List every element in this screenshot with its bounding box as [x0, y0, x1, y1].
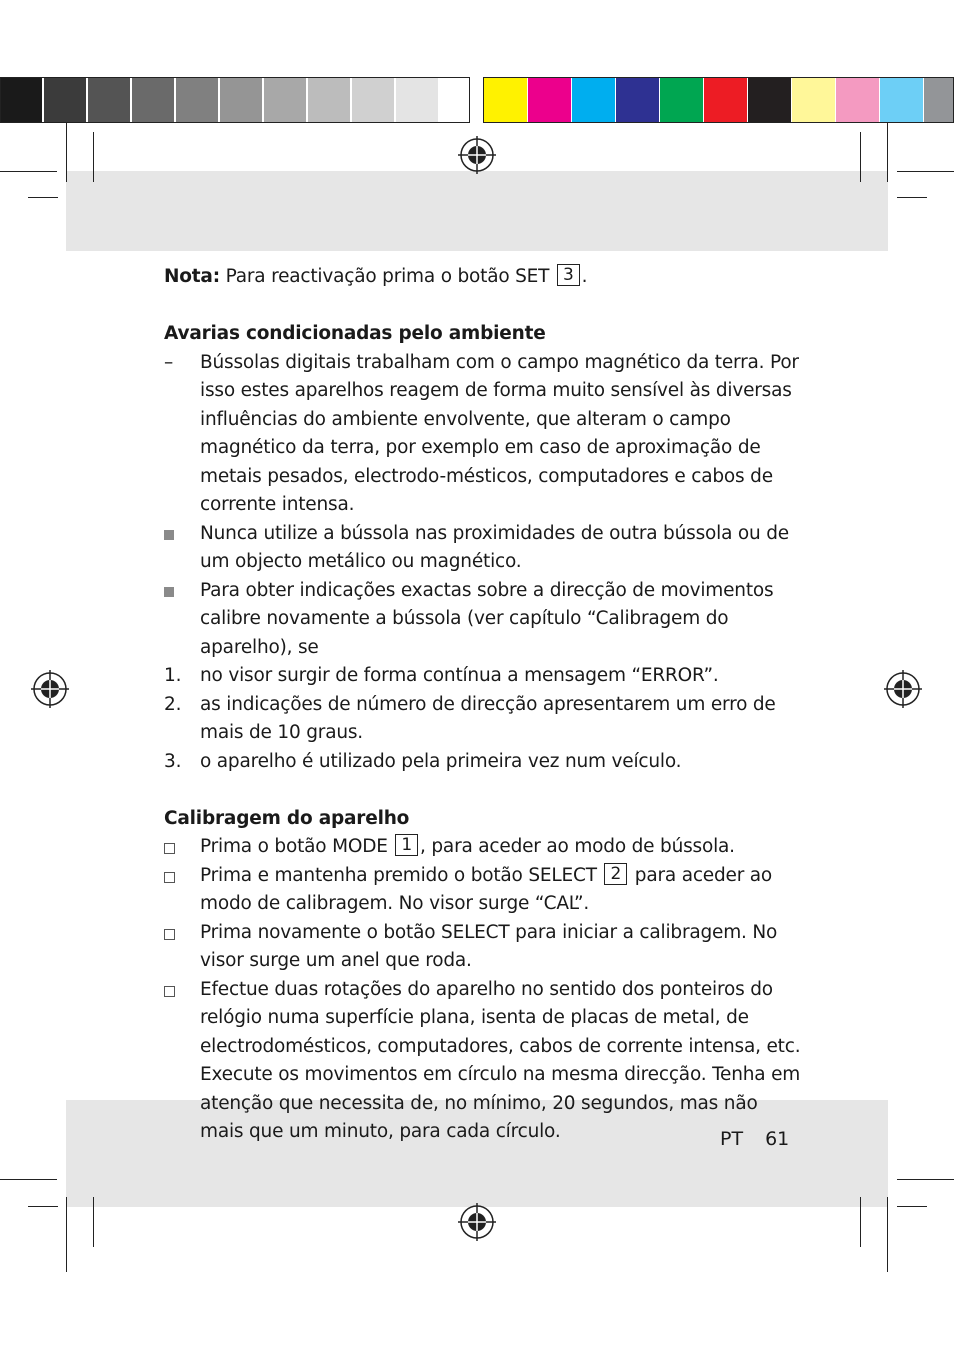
- list-number: 1.: [164, 665, 182, 686]
- numbered-list-item: [164, 748, 804, 777]
- section-heading: Avarias condicionadas pelo ambiente: [164, 323, 546, 344]
- section-heading: Calibragem do aparelho: [164, 807, 410, 829]
- filled-square-icon: [164, 520, 194, 550]
- list-number: 2.: [164, 693, 182, 715]
- ref-box-select: 2: [604, 863, 627, 885]
- page-content: [164, 263, 804, 1147]
- note-text: Para reactivação prima o botão SET: [219, 266, 555, 287]
- checkbox-square-icon: [164, 976, 194, 1007]
- step-list-item: [164, 976, 804, 1147]
- item-text: Para obter indicações exactas sobre a direcção de movimentos calibre novamente a bússola (ver capítulo “Calibragem do aparelho), se: [200, 579, 774, 658]
- page-number: 61: [765, 1128, 790, 1150]
- dash-list-item: [164, 349, 804, 520]
- item-text: Bússolas digitais trabalham com o campo magnético da terra. Por isso estes aparelhos reagem de forma muito sensível às diversas influências do ambiente envolvente, que alteram o campo magnético da terra, por exemplo em caso de aproximação de metais pesados, electrodo-mésticos, computadores e cabos de corrente intensa.: [200, 351, 799, 515]
- color-bar-frame: [483, 77, 954, 123]
- registration-mark-icon: [458, 1203, 496, 1241]
- checkbox-square-icon: [164, 919, 194, 950]
- item-text: as indicações de número de direcção apresentarem um erro de mais de 10 graus.: [200, 693, 776, 743]
- step-list-item: [164, 919, 804, 976]
- note-paragraph: [164, 263, 804, 292]
- item-text: Efectue duas rotações do aparelho no sentido dos ponteiros do relógio numa superfície plana, isenta de placas de metal, de electrodomésticos, computadores, cabos de corrente intensa, etc. Execute os movimentos em círculo na mesma direcção. Tenha em atenção que necessita de, no mínimo, 20 segundos, mas não mais que um minuto, para cada círculo.: [200, 978, 801, 1142]
- header-band: [66, 171, 888, 251]
- numbered-list-item: [164, 691, 804, 748]
- ref-box-set: 3: [557, 264, 580, 286]
- step-list-item: [164, 833, 804, 862]
- note-label: Nota:: [164, 266, 220, 287]
- filled-square-icon: [164, 577, 194, 607]
- list-number: 3.: [164, 750, 182, 772]
- item-text: Nunca utilize a bússola nas proximidades de outra bússola ou de um objecto metálico ou magnético.: [200, 522, 789, 572]
- dash-marker: –: [164, 351, 174, 373]
- item-text: no visor surgir de forma contínua a mensagem “ERROR”.: [200, 665, 719, 686]
- registration-mark-icon: [884, 670, 922, 708]
- item-text-end: , para aceder ao modo de bússola.: [420, 836, 735, 857]
- ref-box-mode: 1: [395, 834, 418, 856]
- step-list-item: [164, 862, 804, 919]
- item-text: Prima novamente o botão SELECT para iniciar a calibragem. No visor surge um anel que roda.: [200, 921, 778, 971]
- checkbox-square-icon: [164, 862, 194, 893]
- item-text: Prima o botão MODE: [200, 836, 394, 857]
- gray-bar-frame: [0, 77, 470, 123]
- numbered-list-item: [164, 662, 804, 691]
- checkbox-square-icon: [164, 833, 194, 864]
- bullet-list-item: [164, 577, 804, 663]
- note-text-end: .: [581, 266, 588, 287]
- bullet-list-item: [164, 520, 804, 577]
- registration-mark-icon: [31, 670, 69, 708]
- language-code: PT: [720, 1128, 744, 1150]
- item-text: Prima e mantenha premido o botão SELECT: [200, 864, 603, 886]
- page-footer: [720, 1128, 789, 1150]
- registration-mark-icon: [458, 136, 496, 174]
- item-text: o aparelho é utilizado pela primeira vez num veículo.: [200, 750, 682, 772]
- item-text-end: para aceder ao modo de calibragem. No visor surge “CAL”.: [200, 864, 773, 914]
